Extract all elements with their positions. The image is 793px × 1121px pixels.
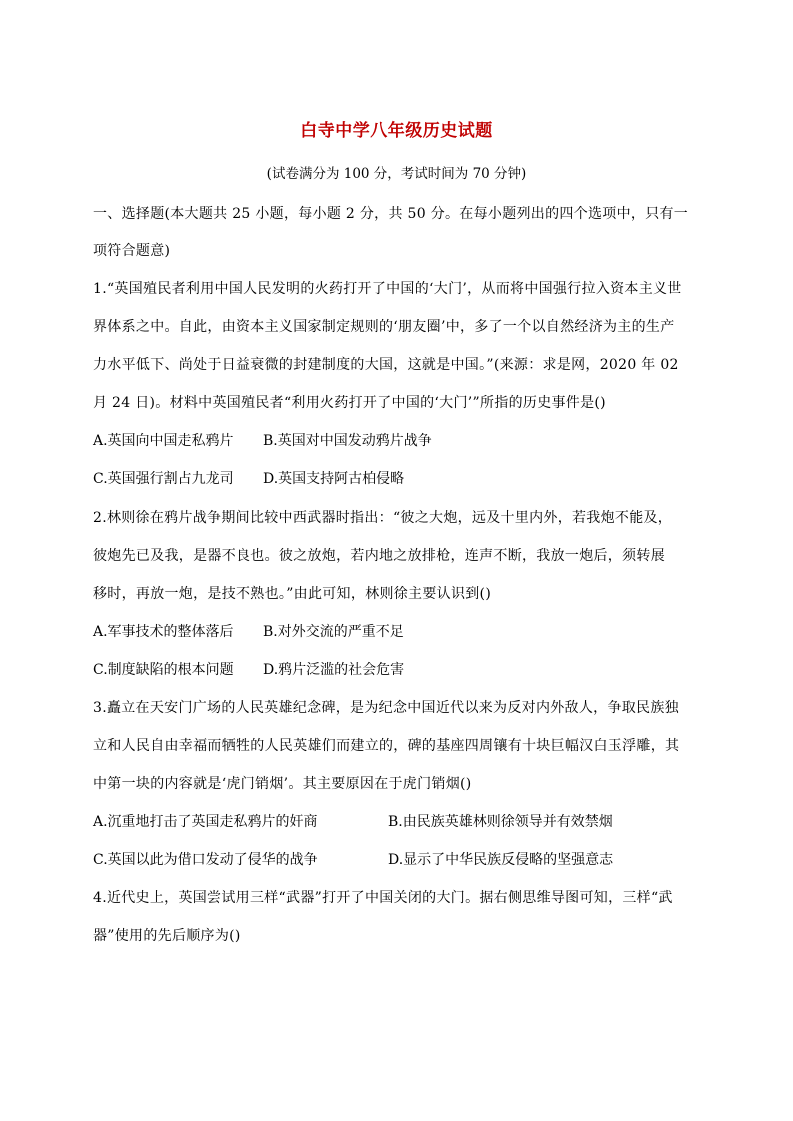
question-3-line-1: 3.矗立在天安门广场的人民英雄纪念碑，是为纪念中国近代以来为反对内外敌人，争取民族独 [93, 700, 679, 716]
question-1-option-b: B.英国对中国发动鸦片战争 [263, 433, 432, 449]
question-3-option-a: A.沉重地打击了英国走私鸦片的奸商 [93, 814, 318, 830]
question-2-option-b: B.对外交流的严重不足 [263, 624, 404, 640]
exam-title: 白寺中学八年级历史试题 [300, 121, 493, 141]
question-3-option-b: B.由民族英雄林则徐领导并有效禁烟 [388, 814, 613, 830]
question-1-line-3: 力水平低下、尚处于日益衰微的封建制度的大国，这就是中国。”(来源：求是网，2020 年 02 [93, 357, 679, 373]
section-instruction-line-1: 一、选择题(本大题共 25 小题，每小题 2 分，共 50 分。在每小题列出的四个选项中，只有一 [93, 206, 689, 222]
question-1-line-2: 界体系之中。自此，由资本主义国家制定规则的‘朋友圈’中，多了一个以自然经济为主的生产 [93, 319, 675, 335]
question-2-line-2: 彼炮先已及我，是器不良也。彼之放炮，若内地之放排枪，连声不断，我放一炮后，须转展 [93, 548, 665, 564]
question-1-option-a: A.英国向中国走私鸦片 [93, 433, 234, 449]
question-3-line-2: 立和人民自由幸福而牺牲的人民英雄们而建立的，碑的基座四周镶有十块巨幅汉白玉浮雕，其 [93, 738, 680, 754]
question-2-option-a: A.军事技术的整体落后 [93, 624, 234, 640]
exam-subtitle: (试卷满分为 100 分，考试时间为 70 分钟) [266, 166, 527, 182]
question-1-line-1: 1.“英国殖民者利用中国人民发明的火药打开了中国的‘大门’，从而将中国强行拉入资本主义世 [93, 281, 682, 297]
question-4-line-2: 器”使用的先后顺序为() [93, 928, 241, 944]
section-instruction-line-2: 项符合题意) [93, 243, 171, 259]
question-2-line-3: 移时，再放一炮，是技不熟也。”由此可知，林则徐主要认识到() [93, 586, 492, 602]
question-3-option-c: C.英国以此为借口发动了侵华的战争 [93, 852, 318, 868]
question-2-line-1: 2.林则徐在鸦片战争期间比较中西武器时指出：“彼之大炮，远及十里内外，若我炮不能及， [93, 510, 673, 526]
question-1-option-c: C.英国强行割占九龙司 [93, 471, 234, 487]
question-2-option-d: D.鸦片泛滥的社会危害 [263, 662, 405, 678]
question-4-line-1: 4.近代史上，英国尝试用三样“武器”打开了中国关闭的大门。据右侧思维导图可知，三样“武 [93, 890, 673, 906]
question-1-option-d: D.英国支持阿古柏侵略 [263, 471, 405, 487]
question-2-option-c: C.制度缺陷的根本问题 [93, 662, 234, 678]
question-1-line-4: 月 24 日)。材料中英国殖民者“利用火药打开了中国的‘大门’”所指的历史事件是() [93, 395, 606, 411]
question-3-option-d: D.显示了中华民族反侵略的坚强意志 [388, 852, 614, 868]
question-3-line-3: 中第一块的内容就是‘虎门销烟’。其主要原因在于虎门销烟() [93, 776, 472, 792]
